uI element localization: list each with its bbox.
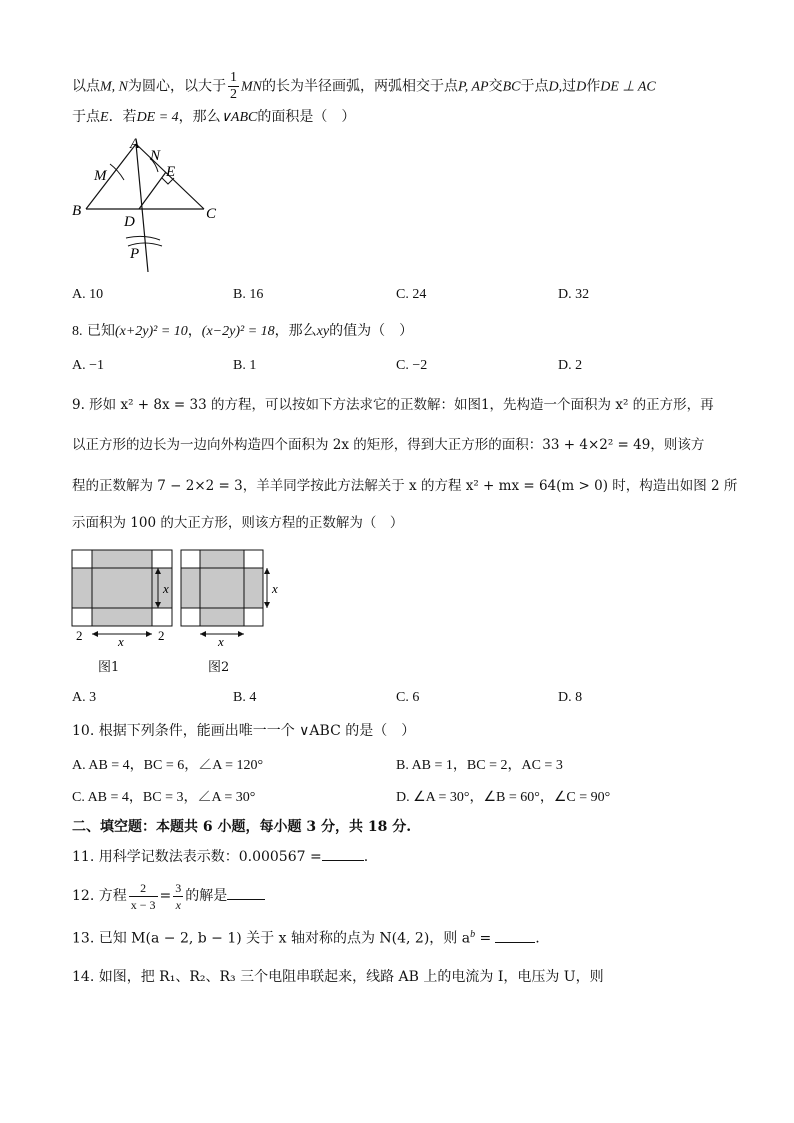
fig1-corner-br bbox=[152, 608, 172, 626]
fraction-numerator: 1 bbox=[230, 70, 237, 85]
q7-triangle-figure bbox=[66, 134, 226, 276]
label-c: C bbox=[206, 206, 217, 222]
segment-de bbox=[139, 172, 166, 209]
q7-text: 于点 bbox=[72, 109, 100, 125]
q9-line2: 以正方形的边长为一边向外构造四个面积为 2x 的矩形，得到大正方形的面积：33 + 4×2² = 49，则该方 bbox=[72, 437, 705, 453]
fig1-corner-tl bbox=[72, 550, 92, 568]
q9-fig1-caption: 图1 bbox=[98, 660, 120, 675]
q7-text: 作 bbox=[586, 78, 601, 95]
q12-equals: = bbox=[159, 888, 172, 904]
q13-equals: = bbox=[475, 930, 492, 947]
fig1-x-bottom: x bbox=[118, 634, 124, 649]
arc-m bbox=[110, 164, 124, 180]
fig1-arrowhead-right bbox=[146, 631, 152, 637]
q12-line bbox=[72, 876, 265, 916]
q13-line bbox=[72, 924, 540, 950]
fig1-side-head-bottom bbox=[155, 602, 161, 608]
fig2-inner-square bbox=[200, 568, 244, 608]
q8-text: 的值为（ ） bbox=[329, 323, 414, 339]
fig1-inner-square bbox=[92, 568, 152, 608]
fig2-side-head-top bbox=[264, 568, 270, 574]
label-n: N bbox=[150, 148, 161, 164]
q9-option-c[interactable]: C. 6 bbox=[396, 690, 420, 705]
q13-exponent: b bbox=[470, 929, 476, 940]
q13-answer-blank[interactable] bbox=[495, 928, 535, 943]
q12-text: 12. 方程 bbox=[72, 888, 127, 904]
q7-math: P, AP bbox=[458, 79, 489, 95]
arc-p1 bbox=[126, 236, 160, 240]
q8-equation-2: (x−2y)² = 18 bbox=[201, 324, 275, 339]
q8-number: 8. bbox=[72, 324, 83, 339]
q10-option-b[interactable]: B. AB = 1，BC = 2，AC = 3 bbox=[396, 758, 563, 773]
q7-math: MN bbox=[241, 79, 262, 95]
fig1-bottom-rect bbox=[92, 608, 152, 626]
q9-line4: 示面积为 100 的大正方形，则该方程的正数解为（ ） bbox=[72, 515, 404, 531]
q7-line1 bbox=[72, 70, 656, 103]
q8-option-d[interactable]: D. 2 bbox=[558, 358, 583, 373]
q12-text: 的解是 bbox=[185, 888, 228, 904]
fig2-corner-tl bbox=[181, 550, 200, 568]
q7-option-d[interactable]: D. 32 bbox=[558, 287, 590, 302]
q10-option-d[interactable]: D. ∠A = 30°，∠B = 60°，∠C = 90° bbox=[396, 790, 611, 805]
section-2-title: 二、填空题：本题共 6 小题，每小题 3 分，共 18 分. bbox=[72, 819, 412, 835]
fig2-corner-br bbox=[244, 608, 263, 626]
q9-figure-1-side bbox=[150, 566, 178, 610]
fig1-arrowhead-left bbox=[92, 631, 98, 637]
q11-answer-blank[interactable] bbox=[322, 846, 364, 861]
q7-math: E bbox=[100, 110, 109, 125]
label-b: B bbox=[72, 203, 82, 219]
q9-figure-2 bbox=[176, 546, 266, 650]
q13-period: . bbox=[535, 930, 540, 947]
q8-xy: xy bbox=[316, 324, 330, 339]
fig1-right-2: 2 bbox=[158, 628, 165, 643]
q7-text: 过 bbox=[562, 78, 577, 95]
label-p: P bbox=[130, 246, 140, 262]
fraction-denominator: 2 bbox=[230, 87, 237, 102]
fig2-x-bottom: x bbox=[218, 634, 224, 649]
q7-math: D bbox=[576, 79, 587, 95]
q8-option-a[interactable]: A. −1 bbox=[72, 358, 105, 373]
fig1-left-rect bbox=[72, 568, 92, 608]
label-m: M bbox=[94, 168, 107, 184]
q8-text: 已知 bbox=[86, 323, 115, 339]
q9-figure-2-side bbox=[259, 566, 287, 610]
fig2-side-head-bottom bbox=[264, 602, 270, 608]
fraction-numerator: 2 bbox=[129, 880, 158, 897]
fraction-numerator: 3 bbox=[175, 880, 182, 895]
label-e: E bbox=[166, 164, 176, 180]
q7-text: 以点 bbox=[72, 78, 100, 95]
q7-math: BC bbox=[502, 79, 521, 95]
q9-option-a[interactable]: A. 3 bbox=[72, 690, 97, 705]
q14-line: 14. 如图，把 R₁、R₂、R₃ 三个电阻串联起来，线路 AB 上的电流为 I，电压为 U，则 bbox=[72, 969, 604, 985]
q9-line1: 9. 形如 x² + 8x = 33 的方程，可以按如下方法求它的正数解：如图1，先构造一个面积为 x² 的正方形，再 bbox=[72, 397, 714, 413]
fig1-side-head-top bbox=[155, 568, 161, 574]
q7-math: D, bbox=[548, 79, 563, 95]
q7-text: 于点 bbox=[520, 78, 549, 95]
q13-text: 13. 已知 M(a − 2, b − 1) 关于 x 轴对称的点为 N(4, 2)，则 a bbox=[72, 930, 471, 947]
q8-text: ，那么 bbox=[274, 323, 317, 339]
fraction-denominator: x − 3 bbox=[130, 897, 156, 912]
q7-text: 的面积是（ ） bbox=[257, 109, 356, 125]
q8-stem bbox=[72, 320, 413, 343]
q8-equation-1: (x+2y)² = 10 bbox=[114, 324, 188, 339]
q12-fraction-right bbox=[173, 880, 183, 913]
fig2-top-rect bbox=[200, 550, 244, 568]
q9-option-b[interactable]: B. 4 bbox=[233, 690, 257, 705]
q12-fraction-left bbox=[129, 880, 158, 913]
q11-line bbox=[72, 846, 368, 868]
fig2-x-side: x bbox=[272, 581, 278, 596]
q10-stem: 10. 根据下列条件，能画出唯一一个 ∨ABC 的是（ ） bbox=[72, 723, 416, 739]
fig1-left-2: 2 bbox=[76, 628, 83, 643]
q10-option-a[interactable]: A. AB = 4，BC = 6，∠A = 120° bbox=[72, 758, 264, 773]
label-a: A bbox=[130, 136, 140, 152]
fig1-corner-bl bbox=[72, 608, 92, 626]
fig1-x-side: x bbox=[163, 581, 169, 596]
q7-math: DE = 4 bbox=[136, 110, 179, 125]
fig2-arrowhead-right bbox=[238, 631, 244, 637]
q8-option-c[interactable]: C. −2 bbox=[396, 358, 428, 373]
q7-line2 bbox=[72, 106, 355, 129]
q8-option-b[interactable]: B. 1 bbox=[233, 358, 257, 373]
q7-option-a[interactable]: A. 10 bbox=[72, 287, 104, 302]
q7-option-c[interactable]: C. 24 bbox=[396, 287, 427, 302]
q9-line3: 程的正数解为 7 − 2×2 = 3，羊羊同学按此方法解关于 x 的方程 x² + mx = 64(m > 0) 时，构造出如图 2 所 bbox=[72, 478, 738, 494]
q7-math: ∨ABC bbox=[220, 110, 258, 125]
fig2-arrowhead-left bbox=[200, 631, 206, 637]
q7-text: 为圆心，以大于 bbox=[128, 78, 226, 95]
q12-answer-blank[interactable] bbox=[227, 885, 265, 900]
fraction-denominator: x bbox=[175, 897, 181, 912]
fig2-bottom-rect bbox=[200, 608, 244, 626]
q11-text: 11. 用科学记数法表示数：0.000567 = bbox=[72, 849, 322, 865]
q7-text: 的长为半径画弧，两弧相交于点 bbox=[262, 78, 458, 95]
q9-fig2-caption: 图2 bbox=[208, 660, 230, 675]
fig1-top-rect bbox=[92, 550, 152, 568]
q8-text: ， bbox=[187, 323, 202, 339]
fig2-corner-bl bbox=[181, 608, 200, 626]
q11-period: . bbox=[363, 849, 369, 865]
q7-text: ．若 bbox=[108, 109, 137, 125]
q7-math: DE ⊥ AC bbox=[600, 79, 656, 95]
q7-math: M, N bbox=[100, 79, 128, 95]
half-fraction bbox=[228, 70, 239, 103]
q7-text: ，那么 bbox=[178, 109, 221, 125]
q9-option-d[interactable]: D. 8 bbox=[558, 690, 583, 705]
q10-option-c[interactable]: C. AB = 4，BC = 3，∠A = 30° bbox=[72, 790, 256, 805]
q7-text: 交 bbox=[488, 78, 503, 95]
label-d: D bbox=[124, 214, 135, 230]
q7-option-b[interactable]: B. 16 bbox=[233, 287, 264, 302]
fig2-left-rect bbox=[181, 568, 200, 608]
